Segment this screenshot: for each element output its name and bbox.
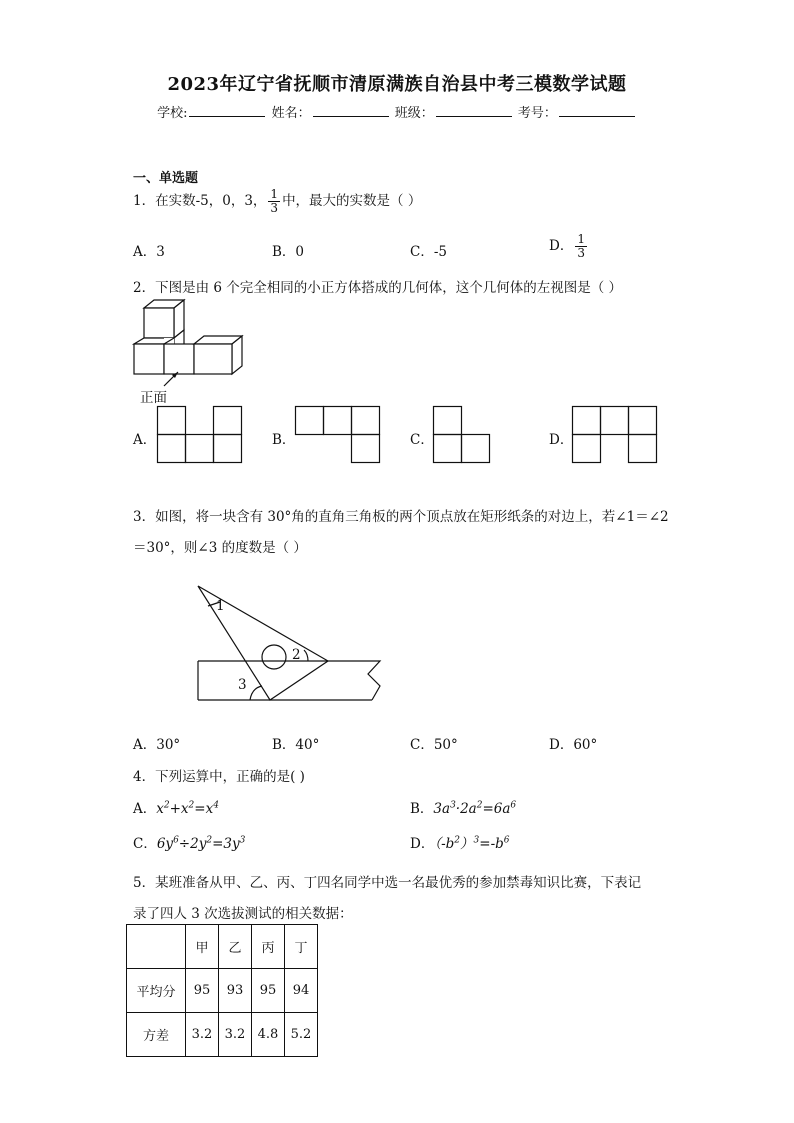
table-cell [127, 925, 186, 969]
q1-frac-den: 3 [270, 201, 279, 215]
table-cell: 3.2 [186, 1013, 219, 1057]
name-blank[interactable] [313, 103, 389, 117]
table-cell: 4.8 [252, 1013, 285, 1057]
question-1-stem [133, 188, 421, 215]
table-row [127, 1013, 318, 1057]
q2-option-c[interactable]: C． [410, 432, 434, 448]
question-3-line1: 3．如图，将一块含有 30°角的直角三角板的两个顶点放在矩形纸条的对边上，若∠1＝∠2 [133, 509, 669, 525]
q1-option-d-fraction [575, 233, 587, 260]
table-cell: 丁 [285, 925, 318, 969]
page-title: 2023年辽宁省抚顺市清原满族自治县中考三模数学试题 [167, 74, 627, 95]
table-cell: 93 [219, 969, 252, 1013]
q3-option-d[interactable]: D．60° [549, 737, 598, 753]
q4-option-a[interactable] [133, 797, 219, 817]
exam-number-blank[interactable] [559, 103, 635, 117]
student-info-line [0, 102, 794, 121]
question-2-stem: 2．下图是由 6 个完全相同的小正方体搭成的几何体，这个几何体的左视图是（ ） [133, 280, 623, 296]
q1-optd-den: 3 [577, 246, 585, 260]
q3-option-c[interactable]: C．50° [410, 737, 458, 753]
q4-option-d-label: D． [410, 836, 435, 852]
q2-option-a[interactable]: A． [133, 432, 157, 448]
q4-option-d-formula: $(-b^2)^3=-b^6$ [434, 835, 510, 852]
q1-option-b[interactable]: B．0 [272, 244, 305, 260]
school-label: 学校: [157, 106, 188, 121]
q1-frac-num: 1 [270, 187, 279, 201]
q1-option-a[interactable]: A．3 [133, 244, 165, 260]
q3-angle-3-label: 3 [238, 677, 247, 693]
q2-option-c-view [433, 406, 491, 464]
table-cell: 丙 [252, 925, 285, 969]
q2-option-d[interactable]: D． [549, 432, 574, 448]
school-blank[interactable] [189, 103, 265, 117]
q3-option-b[interactable]: B．40° [272, 737, 320, 753]
q1-optd-num: 1 [577, 232, 585, 246]
q4-option-b-formula: $3a^3\cdot 2a^2=6a^6$ [433, 800, 517, 817]
q1-fraction [268, 188, 280, 215]
table-cell: 甲 [186, 925, 219, 969]
q4-option-d[interactable] [410, 832, 510, 852]
q4-option-b[interactable] [410, 797, 516, 817]
table-cell: 乙 [219, 925, 252, 969]
class-blank[interactable] [436, 103, 512, 117]
q1-option-d-label: D． [549, 238, 574, 254]
q4-option-a-label: A． [133, 801, 157, 817]
section-single-choice: 一、单选题 [133, 171, 199, 186]
q4-option-c-label: C． [133, 836, 157, 852]
question-4-stem: 4．下列运算中，正确的是( ) [133, 769, 305, 785]
q1-option-d[interactable] [549, 233, 589, 260]
q4-option-c-formula: $6y^6\div 2y^2=3y^3$ [156, 835, 246, 852]
table-cell: 平均分 [127, 969, 186, 1013]
table-cell: 95 [186, 969, 219, 1013]
exam-number-label: 考号： [517, 106, 557, 121]
q3-option-a[interactable]: A．30° [133, 737, 181, 753]
table-cell: 方差 [127, 1013, 186, 1057]
class-label: 班级： [394, 106, 434, 121]
q1-text-before: 1．在实数-5，0，3， [133, 193, 267, 209]
question-3-line2: ＝30°，则∠3 的度数是（ ） [133, 540, 307, 556]
table-cell: 5.2 [285, 1013, 318, 1057]
q3-angle-1-label: 1 [216, 598, 225, 614]
q4-option-a-formula: $x^2+x^2=x^4$ [156, 800, 219, 817]
table-cell: 3.2 [219, 1013, 252, 1057]
q4-option-b-label: B． [410, 801, 434, 817]
q4-option-c[interactable] [133, 832, 245, 852]
q2-option-b-view [295, 406, 381, 464]
q5-score-table [126, 924, 318, 1057]
q1-option-c[interactable]: C．-5 [410, 244, 447, 260]
table-row [127, 925, 318, 969]
question-5-line2: 录了四人 3 次选拔测试的相关数据： [133, 906, 353, 922]
table-cell: 94 [285, 969, 318, 1013]
q2-option-a-view [157, 406, 243, 464]
q2-option-d-view [572, 406, 658, 464]
q2-option-b[interactable]: B． [272, 432, 296, 448]
table-cell: 95 [252, 969, 285, 1013]
q1-text-after: 中，最大的实数是（ ） [282, 193, 422, 209]
q3-angle-2-label: 2 [292, 647, 301, 663]
q2-front-label: 正面 [140, 390, 167, 406]
name-label: 姓名： [271, 106, 311, 121]
table-row [127, 969, 318, 1013]
question-5-line1: 5．某班准备从甲、乙、丙、丁四名同学中选一名最优秀的参加禁毒知识比赛，下表记 [133, 875, 642, 891]
